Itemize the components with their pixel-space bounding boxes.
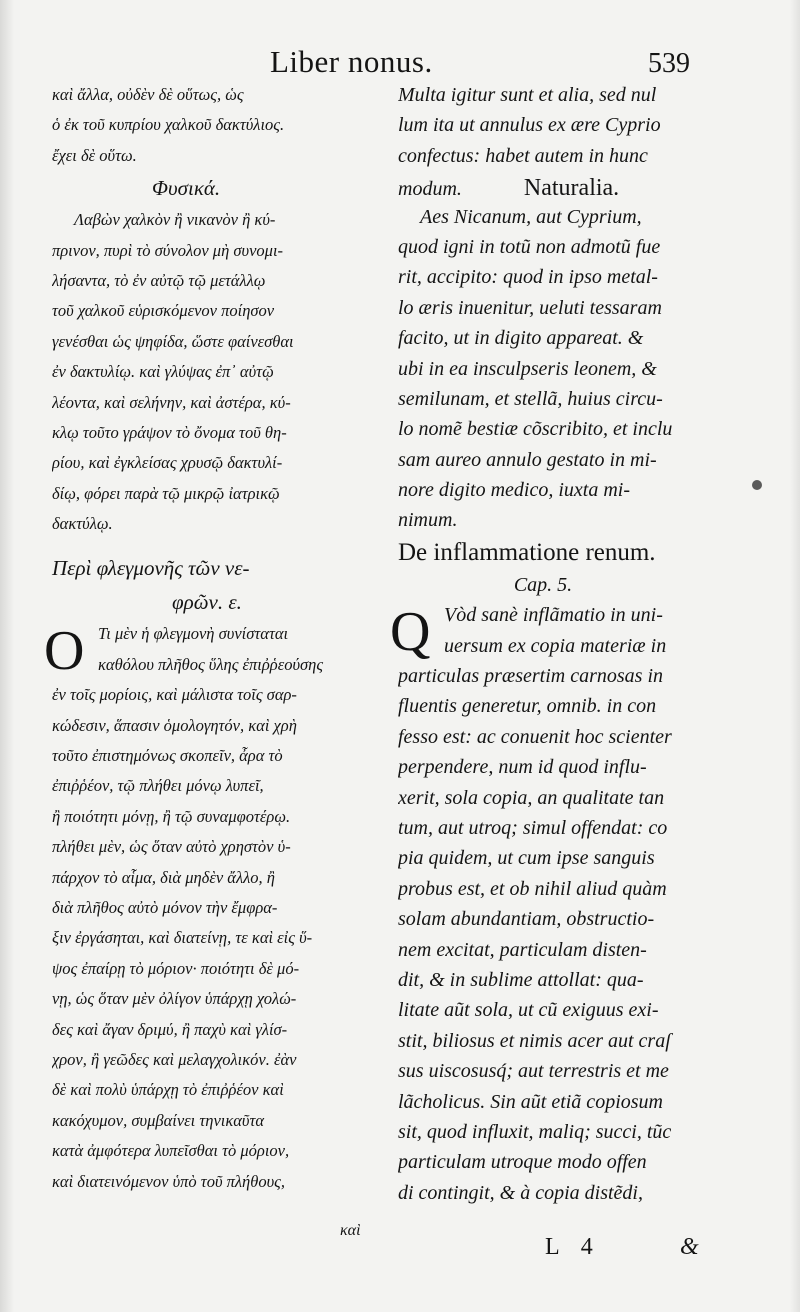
greek-line: ρίου, καὶ ἐγκλείσας χρυσῷ δακτυλί- bbox=[52, 453, 283, 473]
latin-line: pia quidem, ut cum ipse sanguis bbox=[398, 847, 655, 870]
latin-line: nem excitat, particulam disten- bbox=[398, 938, 647, 961]
latin-line: sam aureo annulo gestato in mi- bbox=[398, 448, 657, 471]
greek-line: λήσαντα, τὸ ἐν αὐτῷ τῷ μετάλλῳ bbox=[52, 270, 266, 290]
latin-line: particulas præsertim carnosas in bbox=[398, 665, 664, 688]
latin-line: dit, & in sublime attollat: qua- bbox=[398, 968, 644, 991]
latin-line: fesso est: ac conuenit hoc scienter bbox=[398, 725, 672, 748]
page-footer bbox=[0, 1222, 800, 1274]
greek-line: καὶ διατεινόμενον ὑπὸ τοῦ πλήθους, bbox=[52, 1171, 285, 1191]
greek-heading-physika: Φυσικά. bbox=[152, 176, 221, 201]
latin-line: lãcholicus. Sin aũt etiã copiosum bbox=[398, 1090, 663, 1113]
greek-line: νῃ, ὡς ὅταν μὲν ὀλίγον ὑπάρχῃ χολώ- bbox=[52, 989, 297, 1009]
latin-line: Multa igitur sunt et alia, sed nul bbox=[398, 84, 657, 106]
greek-line: ἢ ποιότητι μόνῃ, ἢ τῷ συναμφοτέρῳ. bbox=[52, 806, 291, 826]
latin-line: uersum ex copia materiæ in bbox=[444, 634, 667, 657]
running-head: Liber nonus. bbox=[270, 44, 433, 79]
greek-line: δακτύλῳ. bbox=[52, 514, 113, 534]
greek-line: κατὰ ἀμφότερα λυπεῖσθαι τὸ μόριον, bbox=[52, 1141, 290, 1161]
latin-line: nimum. bbox=[398, 509, 458, 532]
greek-heading-peri: Περὶ φλεγμονῆς τῶν νε- bbox=[52, 556, 250, 581]
latin-catchword: & bbox=[680, 1234, 699, 1260]
latin-line: lo nomẽ bestiæ cõscribito, et inclu bbox=[398, 418, 673, 441]
latin-line: Vòd sanè inflãmatio in uni- bbox=[444, 604, 663, 627]
greek-line: καὶ ἄλλα, οὐδὲν δὲ οὕτως, ὡς bbox=[52, 85, 244, 104]
latin-line: confectus: habet autem in hunc bbox=[398, 144, 648, 167]
latin-line: Aes Nicanum, aut Cyprium, bbox=[420, 205, 642, 228]
latin-line: particulam utroque modo offen bbox=[398, 1151, 647, 1174]
latin-heading-cap: Cap. 5. bbox=[513, 573, 573, 596]
greek-catchword: καὶ bbox=[340, 1222, 361, 1239]
greek-line: γενέσθαι ὡς ψηφίδα, ὥστε φαίνεσθαι bbox=[52, 331, 294, 351]
latin-word-modum: modum. bbox=[398, 178, 462, 201]
greek-line: ἐν τοῖς μορίοις, καὶ μάλιστα τοῖς σαρ- bbox=[52, 685, 297, 705]
greek-line: δὲ καὶ πολὺ ὑπάρχῃ τὸ ἐπιῤῥέον καὶ bbox=[52, 1080, 284, 1100]
latin-heading-naturalia: Naturalia. bbox=[523, 175, 620, 202]
latin-line: semilunam, et stellã, huius circu- bbox=[398, 387, 663, 410]
latin-line: sus uiscosusq́; aut terrestris et me bbox=[398, 1060, 669, 1083]
greek-line: κλῳ τοῦτο γράψον τὸ ὄνομα τοῦ θη- bbox=[52, 422, 287, 442]
greek-line: δες καὶ ἄγαν δριμύ, ἢ παχὺ καὶ γλίσ- bbox=[52, 1019, 288, 1039]
greek-line: κώδεσιν, ἅπασιν ὁμολογητόν, καὶ χρὴ bbox=[52, 715, 297, 735]
greek-dropcap: O bbox=[44, 620, 85, 683]
latin-line: fluentis generetur, omnib. in con bbox=[398, 695, 657, 718]
greek-line: πλήθει μὲν, ὡς ὅταν αὐτὸ χρηστὸν ὑ- bbox=[52, 837, 291, 857]
greek-line: ἐν δακτυλίῳ. καὶ γλύψας ἐπ᾿ αὐτῷ bbox=[52, 362, 274, 382]
greek-line: ψος ἐπαίρῃ τὸ μόριον· ποιότητι δὲ μό- bbox=[52, 958, 300, 978]
greek-line: Τι μὲν ἡ φλεγμονὴ συνίσταται bbox=[98, 624, 289, 644]
latin-line: nore digito medico, iuxta mi- bbox=[398, 479, 630, 502]
greek-line: τοῦτο ἐπιστημόνως σκοπεῖν, ἆρα τὸ bbox=[52, 746, 283, 766]
greek-line: ἔχει δὲ οὕτω. bbox=[52, 145, 137, 165]
page-number: 539 bbox=[648, 48, 690, 79]
greek-line: ξιν ἐργάσηται, καὶ διατείνῃ, τε καὶ εἰς ὕ- bbox=[52, 928, 313, 948]
page-shadow bbox=[790, 0, 800, 1312]
latin-line: tum, aut utroq; simul offendat: co bbox=[398, 816, 668, 839]
latin-line: lum ita ut annulus ex ære Cyprio bbox=[398, 114, 661, 137]
greek-line: Λαβὼν χαλκὸν ἢ νικανὸν ἢ κύ- bbox=[74, 210, 276, 230]
greek-line: κακόχυμον, συμβαίνει τηνικαῦτα bbox=[52, 1110, 265, 1130]
latin-line: xerit, sola copia, an qualitate tan bbox=[398, 786, 665, 809]
latin-line: stit, biliosus et nimis acer aut craſ bbox=[398, 1029, 671, 1052]
latin-line: lo æris inuenitur, ueluti tessaram bbox=[398, 296, 662, 319]
latin-line: probus est, et ob nihil aliud quàm bbox=[398, 877, 667, 900]
latin-line: ubi in ea insculpseris leonem, & bbox=[398, 357, 657, 380]
greek-line: ὁ ἐκ τοῦ κυπρίου χαλκοῦ δακτύλιος. bbox=[52, 115, 285, 135]
latin-line: litate aũt sola, ut cũ exiguus exi- bbox=[398, 999, 659, 1022]
greek-line: πρινον, πυρὶ τὸ σύνολον μὴ συνομι- bbox=[52, 240, 284, 260]
latin-dropcap-block bbox=[390, 600, 728, 664]
greek-column bbox=[44, 80, 382, 1197]
greek-line: τοῦ χαλκοῦ εὑρισκόμενον ποίησον bbox=[52, 301, 275, 321]
latin-line: rit, accipito: quod in ipso metal- bbox=[398, 266, 658, 289]
greek-line: πάρχον τὸ αἷμα, διὰ μηδὲν ἄλλο, ἢ bbox=[52, 867, 275, 887]
signature-mark: L 4 bbox=[545, 1234, 601, 1260]
scan-edge bbox=[0, 0, 14, 1312]
greek-line: καθόλου πλῆθος ὕλης ἐπιῤῥεούσης bbox=[98, 654, 324, 674]
latin-line: sit, quod influxit, maliq; succi, tũc bbox=[398, 1120, 672, 1143]
latin-line: di contingit, & à copia distẽdi, bbox=[398, 1181, 643, 1204]
latin-line: quod igni in totũ non admotũ fue bbox=[398, 235, 661, 258]
greek-line: διὰ πλῆθος αὐτὸ μόνον τὴν ἔμφρα- bbox=[52, 897, 278, 917]
greek-heading-peri: φρῶν. ε. bbox=[172, 590, 242, 615]
greek-line: δίῳ, φόρει παρὰ τῷ μικρῷ ἰατρικῷ bbox=[52, 483, 280, 503]
ink-spot bbox=[752, 480, 762, 490]
latin-line: perpendere, num id quod influ- bbox=[398, 756, 647, 779]
greek-line: λέοντα, καὶ σελήνην, καὶ ἀστέρα, κύ- bbox=[52, 392, 291, 412]
latin-dropcap: Q bbox=[390, 601, 431, 664]
latin-line: solam abundantiam, obstructio- bbox=[398, 908, 655, 931]
latin-line-with-heading bbox=[398, 171, 728, 201]
greek-dropcap-block bbox=[44, 619, 382, 683]
latin-column bbox=[390, 80, 728, 1208]
greek-line: χρον, ἢ γεῶδες καὶ μελαγχολικόν. ἐὰν bbox=[52, 1049, 297, 1069]
latin-line: facito, ut in digito appareat. & bbox=[398, 327, 644, 350]
greek-line: ἐπιῤῥέον, τῷ πλήθει μόνῳ λυπεῖ, bbox=[52, 776, 264, 796]
latin-heading-de-inflammatione: De inflammatione renum. bbox=[398, 538, 656, 566]
